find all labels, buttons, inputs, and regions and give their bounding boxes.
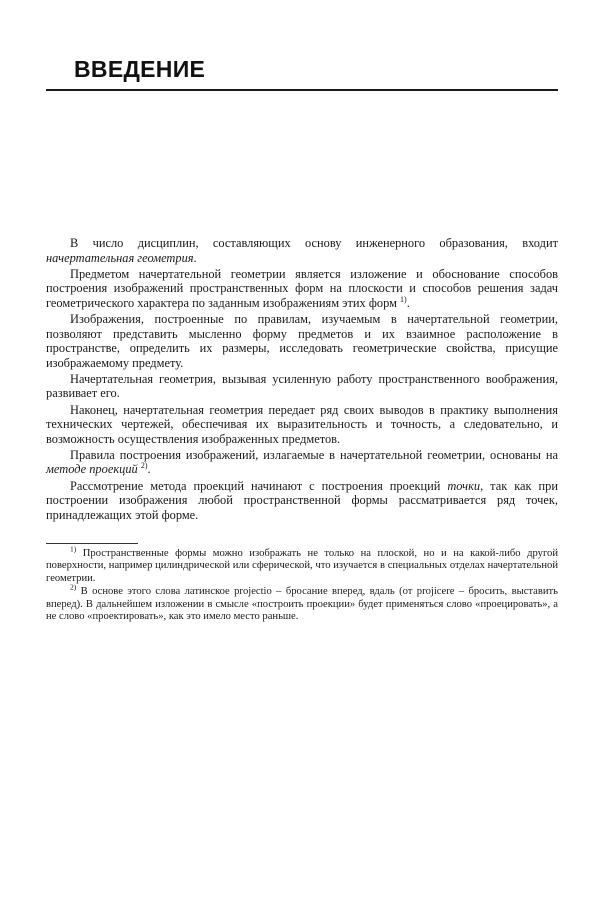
paragraph-2 bbox=[46, 267, 558, 311]
paragraph-7-text: Рассмотрение метода проекций начинают с построения проекций bbox=[70, 478, 448, 493]
paragraph-7-end: , так как при построении изображения любой пространственной формы рассматривается ряд точек, принадлежащих этой форме. bbox=[46, 478, 558, 522]
paragraph-6-end: . bbox=[147, 462, 151, 477]
heading-underline bbox=[46, 89, 558, 91]
paragraph-2-text: Предметом начертательной геометрии является изложение и обоснование способов построения изображений пространственных форм на плоскости и способов решения задач геометрического характера по заданным изображениям этих форм bbox=[46, 266, 558, 310]
paragraph-4: Начертательная геометрия, вызывая усиленную работу пространственного воображения, развивает его. bbox=[46, 371, 558, 401]
paragraph-7-emphasis: точки bbox=[447, 478, 481, 493]
footnote-2 bbox=[46, 582, 558, 623]
footnote-2-mark: 2) bbox=[70, 582, 77, 592]
paragraph-6-emphasis: методе проекций bbox=[46, 462, 138, 477]
footnote-ref-2: 2) bbox=[140, 461, 148, 471]
paragraph-7 bbox=[46, 479, 558, 523]
paragraph-1-end: . bbox=[193, 250, 197, 265]
paragraph-3: Изображения, построенные по правилам, изучаемым в начертательной геометрии, позволяют представить мысленно форму предметов и их взаимное расположение в пространстве, определить их размеры, исследовать геометрические свойства, присущие изображаемому предмету. bbox=[46, 311, 558, 370]
paragraph-1-text: В число дисциплин, составляющих основу инженерного образования, входит bbox=[70, 236, 558, 250]
paragraph-6 bbox=[46, 448, 558, 477]
footnote-ref-1: 1) bbox=[400, 294, 407, 304]
footnote-separator bbox=[46, 543, 138, 544]
chapter-heading: ВВЕДЕНИЕ bbox=[74, 56, 206, 82]
paragraph-2-end: . bbox=[406, 295, 410, 310]
paragraph-5: Наконец, начертательная геометрия передает ряд своих выводов в практику выполнения технических чертежей, обеспечивая их выразительность и точность, а следовательно, и возможность осуществления изображенных предметов. bbox=[46, 402, 558, 446]
paragraph-6-text: Правила построения изображений, излагаемые в начертательной геометрии, основаны на bbox=[70, 447, 558, 462]
footnote-1 bbox=[46, 544, 558, 585]
paragraph-1 bbox=[46, 236, 558, 265]
main-text bbox=[46, 236, 558, 524]
footnote-1-text: Пространственные формы можно изображать не только на плоской, но и на какой-либо другой поверхности, например цилиндрической или сферической, что изучается в специальных отделах начертательной геометрии. bbox=[46, 548, 558, 584]
footnote-1-mark: 1) bbox=[70, 544, 77, 554]
footnotes bbox=[46, 544, 558, 624]
footnote-2-text: В основе этого слова латинское projectio – бросание вперед, вдаль (от projicere – бросить, выставить вперед). В дальнейшем изложении в смысле «построить проекции» будет применяться слово «проецировать», а не слово «проектировать», как это имело место раньше. bbox=[46, 586, 558, 623]
paragraph-1-emphasis: начертательная геометрия bbox=[46, 250, 194, 265]
